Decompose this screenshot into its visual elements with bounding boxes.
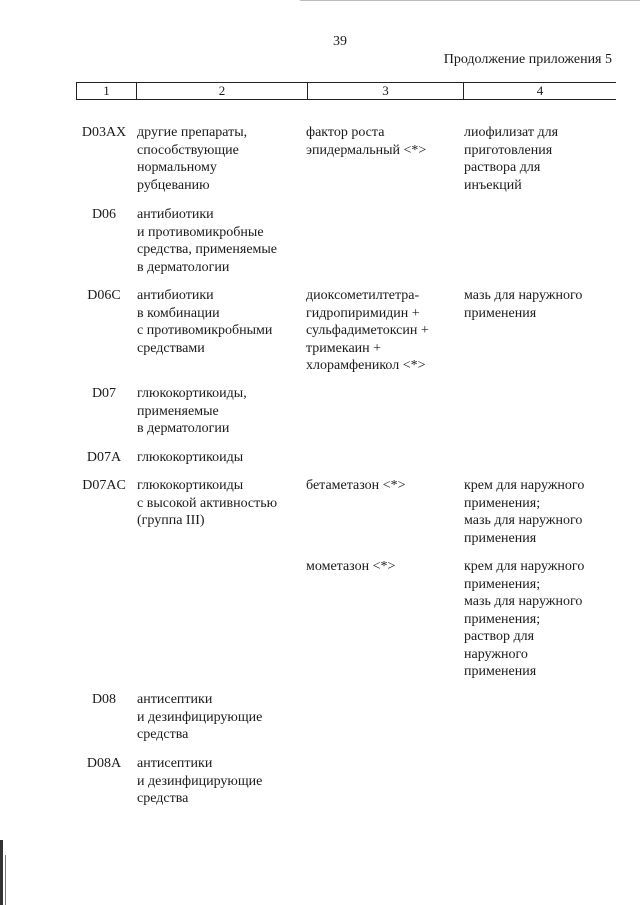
header-col-3: 3 xyxy=(308,83,464,99)
atc-code: D06 xyxy=(91,207,117,222)
header-col-1: 1 xyxy=(76,83,137,99)
header-col-4: 4 xyxy=(536,83,544,98)
anatomical-group: глюкокортикоиды с высокой активностью (группа III) xyxy=(137,478,278,528)
dosage-form: лиофилизат для приготовления раствора для инъекций xyxy=(464,125,559,193)
page-number: 39 xyxy=(333,34,347,49)
header-col-2: 2 xyxy=(137,83,308,99)
anatomical-group: глюкокортикоиды xyxy=(137,450,244,465)
atc-code: D07 xyxy=(91,386,117,401)
scan-binding-edge-inner xyxy=(5,855,6,905)
scan-binding-edge xyxy=(0,840,3,905)
drug-name: мометазон <*> xyxy=(306,559,396,574)
continuation-caption: Продолжение приложения 5 xyxy=(443,52,612,67)
anatomical-group: антибиотики и противомикробные средства, применяемые в дерматологии xyxy=(137,207,278,275)
anatomical-group: антисептики и дезинфицирующие средства xyxy=(137,756,263,806)
anatomical-group: другие препараты, способствующие нормальному рубцеванию xyxy=(137,125,248,193)
atc-code: D06C xyxy=(87,288,121,303)
atc-code: D03AX xyxy=(81,125,127,140)
atc-code: D07AC xyxy=(82,478,126,493)
dosage-form: мазь для наружного применения xyxy=(464,288,583,321)
drug-name: диоксометилтетра- гидропиримидин + сульфадиметоксин + тримекаин + хлорамфеникол <*> xyxy=(306,288,429,373)
scan-top-edge xyxy=(300,0,640,1)
table-header xyxy=(76,82,616,100)
atc-code: D07A xyxy=(86,450,122,465)
anatomical-group: глюкокортикоиды, применяемые в дерматологии xyxy=(137,386,247,436)
atc-code: D08A xyxy=(86,756,122,771)
dosage-form: крем для наружного применения; мазь для наружного применения; раствор для наружного применения xyxy=(464,559,585,679)
dosage-form: крем для наружного применения; мазь для наружного применения xyxy=(464,478,585,546)
drug-name: бетаметазон <*> xyxy=(306,478,406,493)
drug-name: фактор роста эпидермальный <*> xyxy=(306,125,427,158)
anatomical-group: антибиотики в комбинации с противомикробными средствами xyxy=(137,288,273,356)
anatomical-group: антисептики и дезинфицирующие средства xyxy=(137,692,263,742)
atc-code: D08 xyxy=(91,692,117,707)
